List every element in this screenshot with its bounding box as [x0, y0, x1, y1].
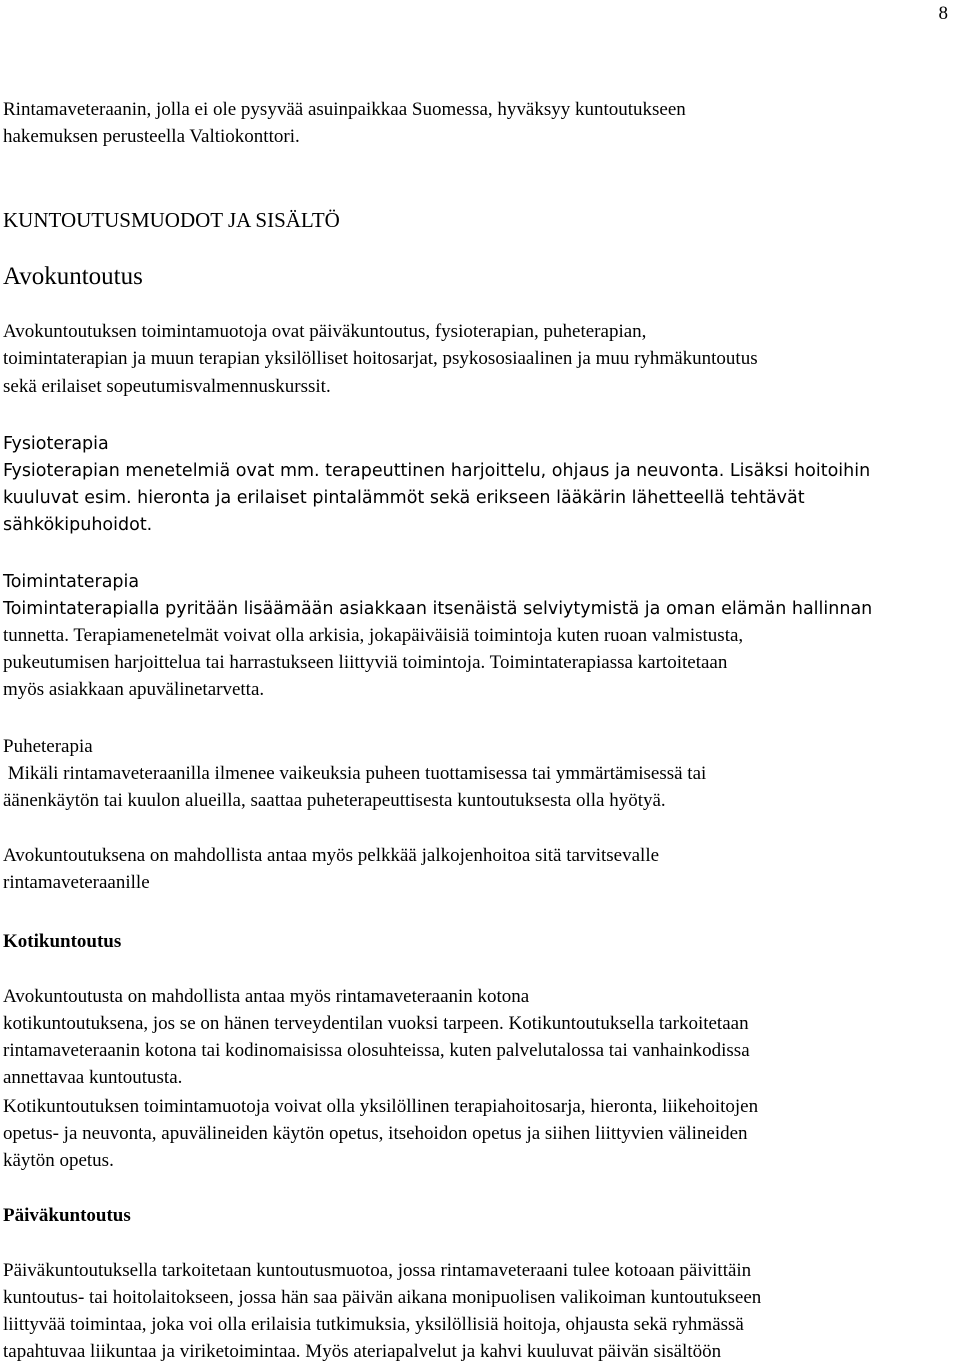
avokuntoutus-line-2: toimintaterapian ja muun terapian yksilölliset hoitosarjat, psykososiaalinen ja muu ryhmäkuntoutus: [3, 348, 758, 369]
heading-paivakuntoutus: Päiväkuntoutus: [3, 1205, 131, 1226]
intro-line-2: hakemuksen perusteella Valtiokonttori.: [3, 126, 300, 147]
puheterapia-line-1: Mikäli rintamaveteraanilla ilmenee vaikeuksia puheen tuottamisessa tai ymmärtämisessä tai: [3, 763, 707, 784]
toimintaterapia-line-1: Toimintaterapialla pyritään lisäämään asiakkaan itsenäistä selviytymistä ja oman elämän hallinnan: [3, 599, 873, 619]
intro-line-1: Rintamaveteraanin, jolla ei ole pysyvää asuinpaikkaa Suomessa, hyväksyy kuntoutukseen: [3, 99, 686, 120]
kotikuntoutus-line-6: opetus- ja neuvonta, apuvälineiden käytön opetus, itsehoidon opetus ja siihen liittyvien välineiden: [3, 1123, 748, 1144]
page-number: 8: [938, 3, 948, 24]
paivakuntoutus-line-1: Päiväkuntoutuksella tarkoitetaan kuntoutusmuotoa, jossa rintamaveteraani tulee kotoaan päivittäin: [3, 1260, 752, 1281]
paivakuntoutus-line-3: liittyvää toimintaa, joka voi olla erilaisia tutkimuksia, yksilöllisiä hoitoja, ohjausta sekä ryhmässä: [3, 1314, 744, 1335]
heading-avokuntoutus: Avokuntoutus: [3, 263, 143, 290]
kotikuntoutus-line-5: Kotikuntoutuksen toimintamuotoja voivat olla yksilöllinen terapiahoitosarja, hieronta, liikehoitojen: [3, 1096, 759, 1117]
toimintaterapia-line-3: pukeutumisen harjoittelua tai harrastukseen liittyviä toimintoja. Toimintaterapiassa kartoitetaan: [3, 652, 728, 673]
kotikuntoutus-line-4: annettavaa kuntoutusta.: [3, 1067, 183, 1088]
toimintaterapia-line-2: tunnetta. Terapiamenetelmät voivat olla arkisia, jokapäiväisiä toimintoja kuten ruoan valmistusta,: [3, 625, 744, 646]
fysioterapia-line-3: sähkökipuhoidot.: [3, 515, 153, 535]
toimintaterapia-line-4: myös asiakkaan apuvälinetarvetta.: [3, 679, 265, 700]
avokuntoutus-line-1: Avokuntoutuksen toimintamuotoja ovat päiväkuntoutus, fysioterapian, puheterapian,: [3, 321, 647, 342]
jalkojenhoito-line-1: Avokuntoutuksena on mahdollista antaa myös pelkkää jalkojenhoitoa sitä tarvitsevalle: [3, 845, 660, 866]
kotikuntoutus-line-2: kotikuntoutuksena, jos se on hänen terveydentilan vuoksi tarpeen. Kotikuntoutuksella tarkoitetaan: [3, 1013, 749, 1034]
puheterapia-line-2: äänenkäytön tai kuulon alueilla, saattaa puheterapeuttisesta kuntoutuksesta olla hyötyä.: [3, 790, 666, 811]
paivakuntoutus-line-2: kuntoutus- tai hoitolaitokseen, jossa hän saa päivän aikana monipuolisen valikoiman kuntoutukseen: [3, 1287, 762, 1308]
heading-fysioterapia: Fysioterapia: [3, 434, 109, 454]
heading-kotikuntoutus: Kotikuntoutus: [3, 931, 122, 952]
kotikuntoutus-line-3: rintamaveteraanin kotona tai kodinomaisissa olosuhteissa, kuten palvelutalossa tai vanhainkodissa: [3, 1040, 750, 1061]
jalkojenhoito-line-2: rintamaveteraanille: [3, 872, 150, 893]
section-title: KUNTOUTUSMUODOT JA SISÄLTÖ: [3, 208, 340, 232]
fysioterapia-line-2: kuuluvat esim. hieronta ja erilaiset pintalämmöt sekä erikseen lääkärin lähetteellä tehtävät: [3, 488, 805, 508]
kotikuntoutus-line-1: Avokuntoutusta on mahdollista antaa myös rintamaveteraanin kotona: [3, 986, 530, 1007]
heading-puheterapia: Puheterapia: [3, 736, 93, 757]
paivakuntoutus-line-4: tapahtuvaa liikuntaa ja viriketoimintaa. Myös ateriapalvelut ja kahvi kuuluvat päivän sisältöön: [3, 1341, 722, 1362]
avokuntoutus-line-3: sekä erilaiset sopeutumisvalmennuskurssit.: [3, 376, 331, 397]
kotikuntoutus-line-7: käytön opetus.: [3, 1150, 114, 1171]
fysioterapia-line-1: Fysioterapian menetelmiä ovat mm. terapeuttinen harjoittelu, ohjaus ja neuvonta. Lisäksi hoitoihin: [3, 461, 871, 481]
heading-toimintaterapia: Toimintaterapia: [3, 572, 140, 592]
